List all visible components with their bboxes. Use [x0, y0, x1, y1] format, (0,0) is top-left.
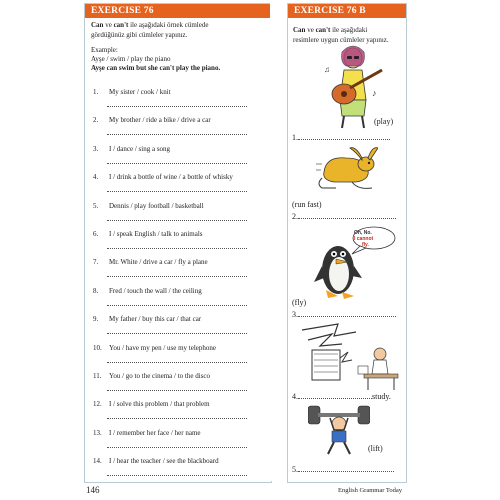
weightlifter-illustration	[308, 402, 370, 456]
answer-dots-3	[298, 310, 396, 317]
exercise-item-number: 12.	[93, 400, 102, 409]
exercise-item-number: 4.	[93, 173, 99, 182]
answer-dots-5	[298, 465, 394, 472]
answer-line-3[interactable]	[292, 310, 396, 320]
studying-noise-illustration	[298, 322, 402, 392]
answer-line[interactable]	[107, 475, 247, 476]
exercise-item	[93, 258, 265, 267]
exercise-76-instructions	[91, 21, 266, 40]
exercise-item	[93, 457, 265, 466]
exercise-item-text: You / go to the cinema / to the disco	[109, 372, 210, 380]
intro-rest-2: gördüğünüz gibi cümleler yapınız.	[91, 30, 188, 39]
exercise-item-number: 5.	[93, 201, 99, 210]
answer-number-5: 5.	[292, 465, 298, 474]
rabbit-illustration	[316, 144, 378, 192]
r-intro-rest-1: ile aşağıdaki	[330, 26, 368, 34]
answer-dots-4	[298, 392, 372, 399]
exercise-item-number: 13.	[93, 428, 102, 437]
r-intro-ve: ve	[305, 26, 316, 34]
exercise-item-text: My sister / cook / knit	[109, 88, 171, 96]
r-intro-can: Can	[293, 26, 306, 34]
exercise-item-number: 9.	[93, 315, 99, 324]
exercise-item	[93, 287, 265, 296]
exercise-76-panel	[84, 3, 272, 483]
exercise-item-text: I / remember her face / her name	[109, 428, 201, 437]
label-study: study.	[372, 392, 391, 401]
penguin-bubble-line-3: fly.	[362, 242, 369, 248]
exercise-item	[93, 230, 265, 239]
exercise-76b-title: EXERCISE 76 B	[288, 4, 406, 18]
answer-line[interactable]	[107, 305, 247, 306]
answer-dots-1	[298, 133, 390, 140]
exercise-item-text: You / have my pen / use my telephone	[109, 343, 216, 352]
exercise-item-number: 10.	[93, 343, 102, 352]
intro-cant: can't	[113, 21, 129, 29]
book-title: English Grammar Today	[338, 487, 403, 494]
exercise-item	[93, 202, 265, 211]
exercise-item-text: I / dance / sing a song	[109, 144, 171, 153]
answer-line-5[interactable]	[292, 465, 394, 475]
exercise-item	[93, 173, 265, 182]
exercise-item-text: Fred / touch the wall / the ceiling	[109, 286, 202, 295]
exercise-item-number: 7.	[93, 258, 99, 267]
label-lift: (lift)	[368, 444, 383, 453]
exercise-item	[93, 116, 265, 125]
exercise-item-number: 2.	[93, 116, 99, 125]
answer-line[interactable]	[107, 418, 247, 419]
exercise-item	[93, 145, 265, 154]
exercise-item-number: 3.	[93, 144, 99, 153]
exercise-item-number: 6.	[93, 230, 99, 238]
example-prompt: Ayşe / swim / play the piano	[91, 55, 171, 63]
answer-line-2[interactable]	[292, 212, 396, 222]
answer-line[interactable]	[107, 134, 247, 135]
exercise-item-text: Dennis / play football / basketball	[109, 201, 204, 210]
exercise-item-number: 8.	[93, 286, 99, 295]
penguin-illustration	[308, 226, 398, 302]
answer-dots-2	[298, 212, 396, 219]
exercise-item-number: 14.	[93, 457, 102, 466]
answer-line[interactable]	[107, 333, 247, 334]
answer-number-1: 1.	[292, 133, 298, 142]
answer-line[interactable]	[107, 163, 247, 164]
page-number: 146	[86, 485, 100, 495]
intro-ve: ve	[103, 21, 114, 29]
svg-text:♪: ♪	[372, 88, 377, 98]
answer-line-4[interactable]	[292, 392, 391, 402]
label-fly: (fly)	[292, 298, 307, 307]
answer-line[interactable]	[107, 390, 247, 391]
answer-line[interactable]	[107, 191, 247, 192]
svg-text:♫: ♫	[324, 65, 330, 74]
exercise-item-text: Mr. White / drive a car / fly a plane	[109, 258, 208, 267]
exercise-76b-panel	[287, 3, 407, 483]
example-block	[91, 46, 269, 73]
intro-can: Can	[91, 21, 104, 29]
intro-rest-1: ile aşağıdaki örnek cümlede	[128, 21, 209, 29]
exercise-item	[93, 372, 265, 381]
label-play: (play)	[374, 117, 394, 126]
answer-number-3: 3.	[292, 310, 298, 319]
exercise-item-text: I / hear the teacher / see the blackboard	[109, 457, 219, 466]
r-intro-cant: can't	[315, 26, 331, 34]
r-intro-rest-2: resimlere uygun cümleler yapınız.	[293, 35, 389, 44]
answer-line[interactable]	[107, 220, 247, 221]
exercise-item	[93, 88, 265, 97]
exercise-item-text: I / solve this problem / that problem	[109, 400, 210, 409]
exercise-item	[93, 315, 265, 324]
answer-number-2: 2.	[292, 212, 298, 221]
exercise-item-text: I / drink a bottle of wine / a bottle of whisky	[109, 173, 233, 182]
answer-line-1[interactable]	[292, 133, 390, 143]
penguin-bubble-line-1: Oh, No.	[354, 230, 372, 236]
exercise-item	[93, 344, 265, 353]
exercise-item-text: My father / buy this car / that car	[109, 315, 202, 324]
exercise-item-text: I / speak English / talk to animals	[109, 230, 203, 238]
answer-line[interactable]	[107, 276, 247, 277]
exercise-item-text: My brother / ride a bike / drive a car	[109, 116, 211, 125]
exercise-item-number: 1.	[93, 88, 99, 96]
exercise-item-number: 11.	[93, 372, 102, 380]
answer-line[interactable]	[107, 248, 247, 249]
exercise-76-title: EXERCISE 76	[85, 4, 271, 18]
gutter	[270, 3, 287, 481]
answer-line[interactable]	[107, 362, 247, 363]
penguin-bubble-line-2: I cannot	[354, 236, 374, 242]
example-answer: Ayşe can swim but she can't play the piano.	[91, 64, 221, 72]
example-label: Example:	[91, 46, 118, 54]
exercise-item	[93, 400, 265, 409]
answer-line[interactable]	[107, 447, 247, 448]
exercise-item	[93, 429, 265, 438]
penguin-speech	[354, 230, 373, 248]
label-run-fast: (run fast)	[292, 200, 322, 209]
answer-number-4: 4.	[292, 392, 298, 401]
answer-line[interactable]	[107, 106, 247, 107]
